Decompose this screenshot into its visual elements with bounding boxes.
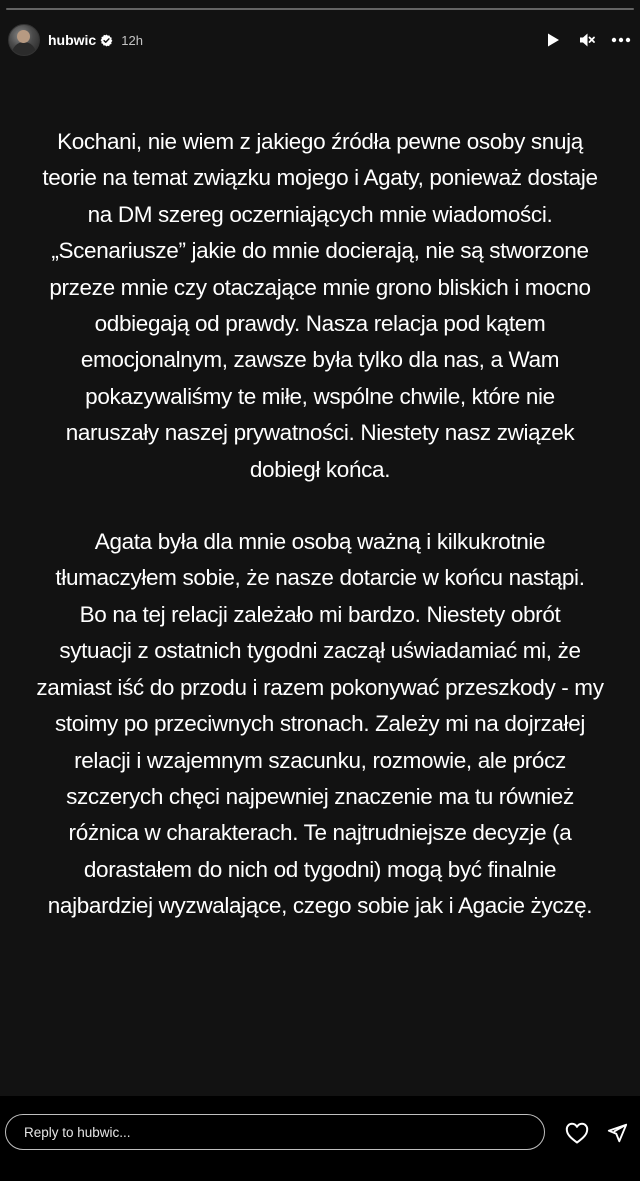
story-text bbox=[14, 124, 626, 925]
story-paragraph-1: Kochani, nie wiem z jakiego źródła pewne osoby snują teorie na temat związku mojego i Agaty, ponieważ dostaje na DM szereg oczerniających mnie wiadomości. „Scenariusze” jakie do mnie docierają, nie są stworzone przeze mnie czy otaczające mnie grono bliskich i mocno odbiegają od prawdy. Nasza relacja pod kątem emocjonalnym, zawsze była tylko dla nas, a Wam pokazywaliśmy te miłe, wspólne chwile, które nie naruszały naszej prywatności. Niestety nasz związek dobiegł końca. bbox=[42, 129, 598, 482]
muted-speaker-icon bbox=[578, 31, 596, 49]
story-footer bbox=[0, 1096, 640, 1181]
share-button[interactable] bbox=[604, 1120, 630, 1146]
play-icon bbox=[545, 32, 561, 48]
avatar[interactable] bbox=[8, 24, 40, 56]
more-options-button[interactable] bbox=[610, 29, 632, 51]
story-paragraph-2: Agata była dla mnie osobą ważną i kilkukrotnie tłumaczyłem sobie, że nasze dotarcie w końcu nastąpi. Bo na tej relacji zależało mi bardzo. Niestety obrót sytuacji z ostatnich tygodni zaczął uświadamiać mi, że zamiast iść do przodu i razem pokonywać przeszkody - my stoimy po przeciwnych stronach. Zależy mi na dojrzałej relacji i wzajemnym szacunku, rozmowie, ale prócz szczerych chęci najpewniej znaczenie ma tu również różnica w charakterach. Te najtrudniejsze decyzje (a dorastałem do nich od tygodni) mogą być finalnie najbardziej wyzwalające, czego sobie jak i Agacie życzę. bbox=[36, 529, 604, 919]
verified-badge-icon bbox=[100, 34, 113, 47]
more-dots-icon bbox=[611, 37, 631, 43]
post-timestamp: 12h bbox=[121, 32, 143, 48]
story-header bbox=[8, 22, 632, 58]
reply-input[interactable] bbox=[5, 1114, 545, 1150]
play-button[interactable] bbox=[542, 29, 564, 51]
username[interactable]: hubwic bbox=[48, 32, 97, 48]
like-button[interactable] bbox=[564, 1120, 590, 1146]
heart-icon bbox=[565, 1122, 589, 1144]
mute-button[interactable] bbox=[576, 29, 598, 51]
story-progress-bar bbox=[6, 8, 634, 10]
send-icon bbox=[606, 1122, 628, 1144]
